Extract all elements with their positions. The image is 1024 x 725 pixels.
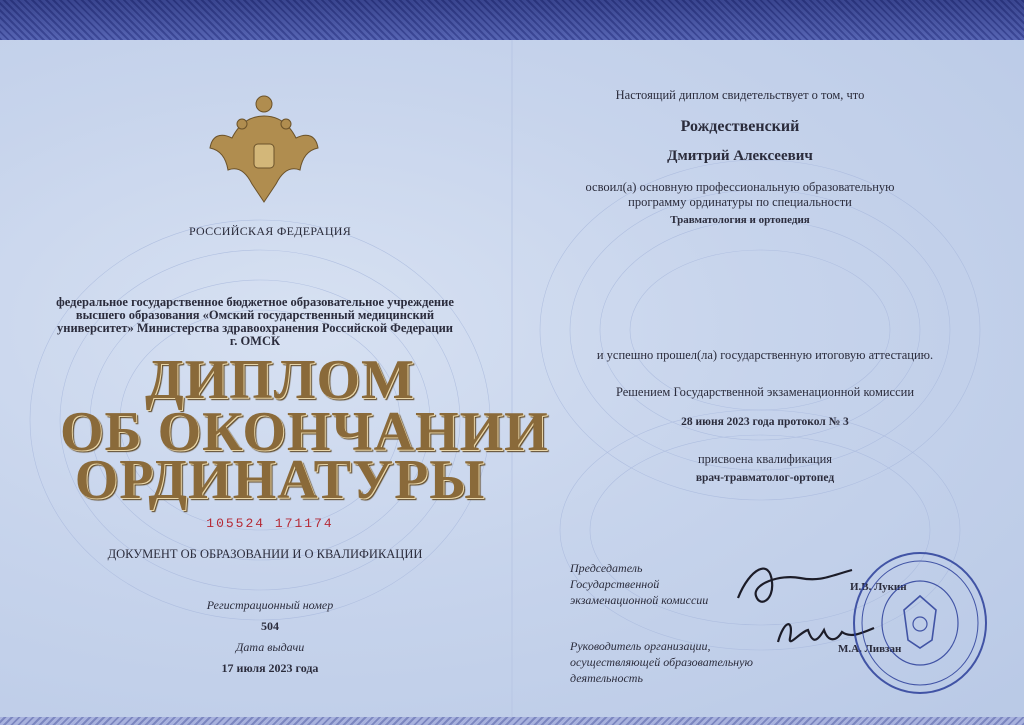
round-stamp-icon — [850, 548, 990, 698]
diploma-title-line-2: ОБ ОКОНЧАНИИ — [60, 401, 549, 463]
program-line: освоил(а) основную профессиональную образовательную — [585, 180, 895, 194]
qualification-label: присвоена квалификация — [697, 452, 833, 466]
chair-title-line: экзаменационной комиссии — [570, 593, 709, 607]
graduate-given-names: Дмитрий Алексеевич — [667, 148, 813, 164]
serial-number: 105524 171174 — [206, 516, 334, 531]
specialty: Травматология и ортопедия — [670, 214, 810, 226]
institution-line: высшего образования «Омский государственный медицинский — [75, 308, 435, 322]
institution-city: г. ОМСК — [229, 334, 281, 348]
diploma-title-line-3: ОРДИНАТУРЫ — [74, 449, 486, 511]
document-type: ДОКУМЕНТ ОБ ОБРАЗОВАНИИ И О КВАЛИФИКАЦИИ — [107, 547, 423, 561]
protocol-reference: 28 июня 2023 года протокол № 3 — [681, 416, 849, 428]
commission-chair-name: И.В. Лукин — [850, 581, 907, 593]
institution-line: федеральное государственное бюджетное образовательное учреждение — [56, 295, 454, 309]
double-headed-eagle-icon — [208, 92, 320, 210]
issue-date: 17 июля 2023 года — [221, 661, 319, 675]
chair-title-line: Государственной — [570, 577, 660, 591]
commission-decision: Решением Государственной экзаменационной комиссии — [615, 385, 915, 399]
institution-line: университет» Министерства здравоохранения Российской Федерации — [57, 321, 453, 335]
commission-chair-title — [570, 560, 750, 608]
decorative-bottom-band — [0, 717, 1024, 725]
chair-title-line: Председатель — [570, 561, 643, 575]
diploma-title-line-1: ДИПЛОМ — [145, 349, 415, 411]
country-name: РОССИЙСКАЯ ФЕДЕРАЦИЯ — [188, 224, 352, 238]
program-statement — [560, 180, 920, 210]
intro-text: Настоящий диплом свидетельствует о том, что — [615, 88, 865, 102]
organization-head-name: М.А. Ливзан — [838, 643, 902, 655]
registration-label: Регистрационный номер — [206, 598, 334, 612]
attestation-statement: и успешно прошел(ла) государственную итоговую аттестацию. — [596, 348, 934, 362]
institution-name — [30, 296, 480, 348]
program-line: программу ординатуры по специальности — [628, 195, 852, 209]
head-title-line: деятельность — [570, 671, 643, 685]
head-title-line: осуществляющей образовательную — [570, 655, 753, 669]
registration-number: 504 — [261, 619, 279, 633]
issue-date-label: Дата выдачи — [235, 640, 305, 654]
graduate-surname: Рождественский — [680, 118, 800, 135]
qualification: врач-травматолог-ортопед — [695, 472, 835, 484]
head-title-line: Руководитель организации, — [570, 639, 711, 653]
